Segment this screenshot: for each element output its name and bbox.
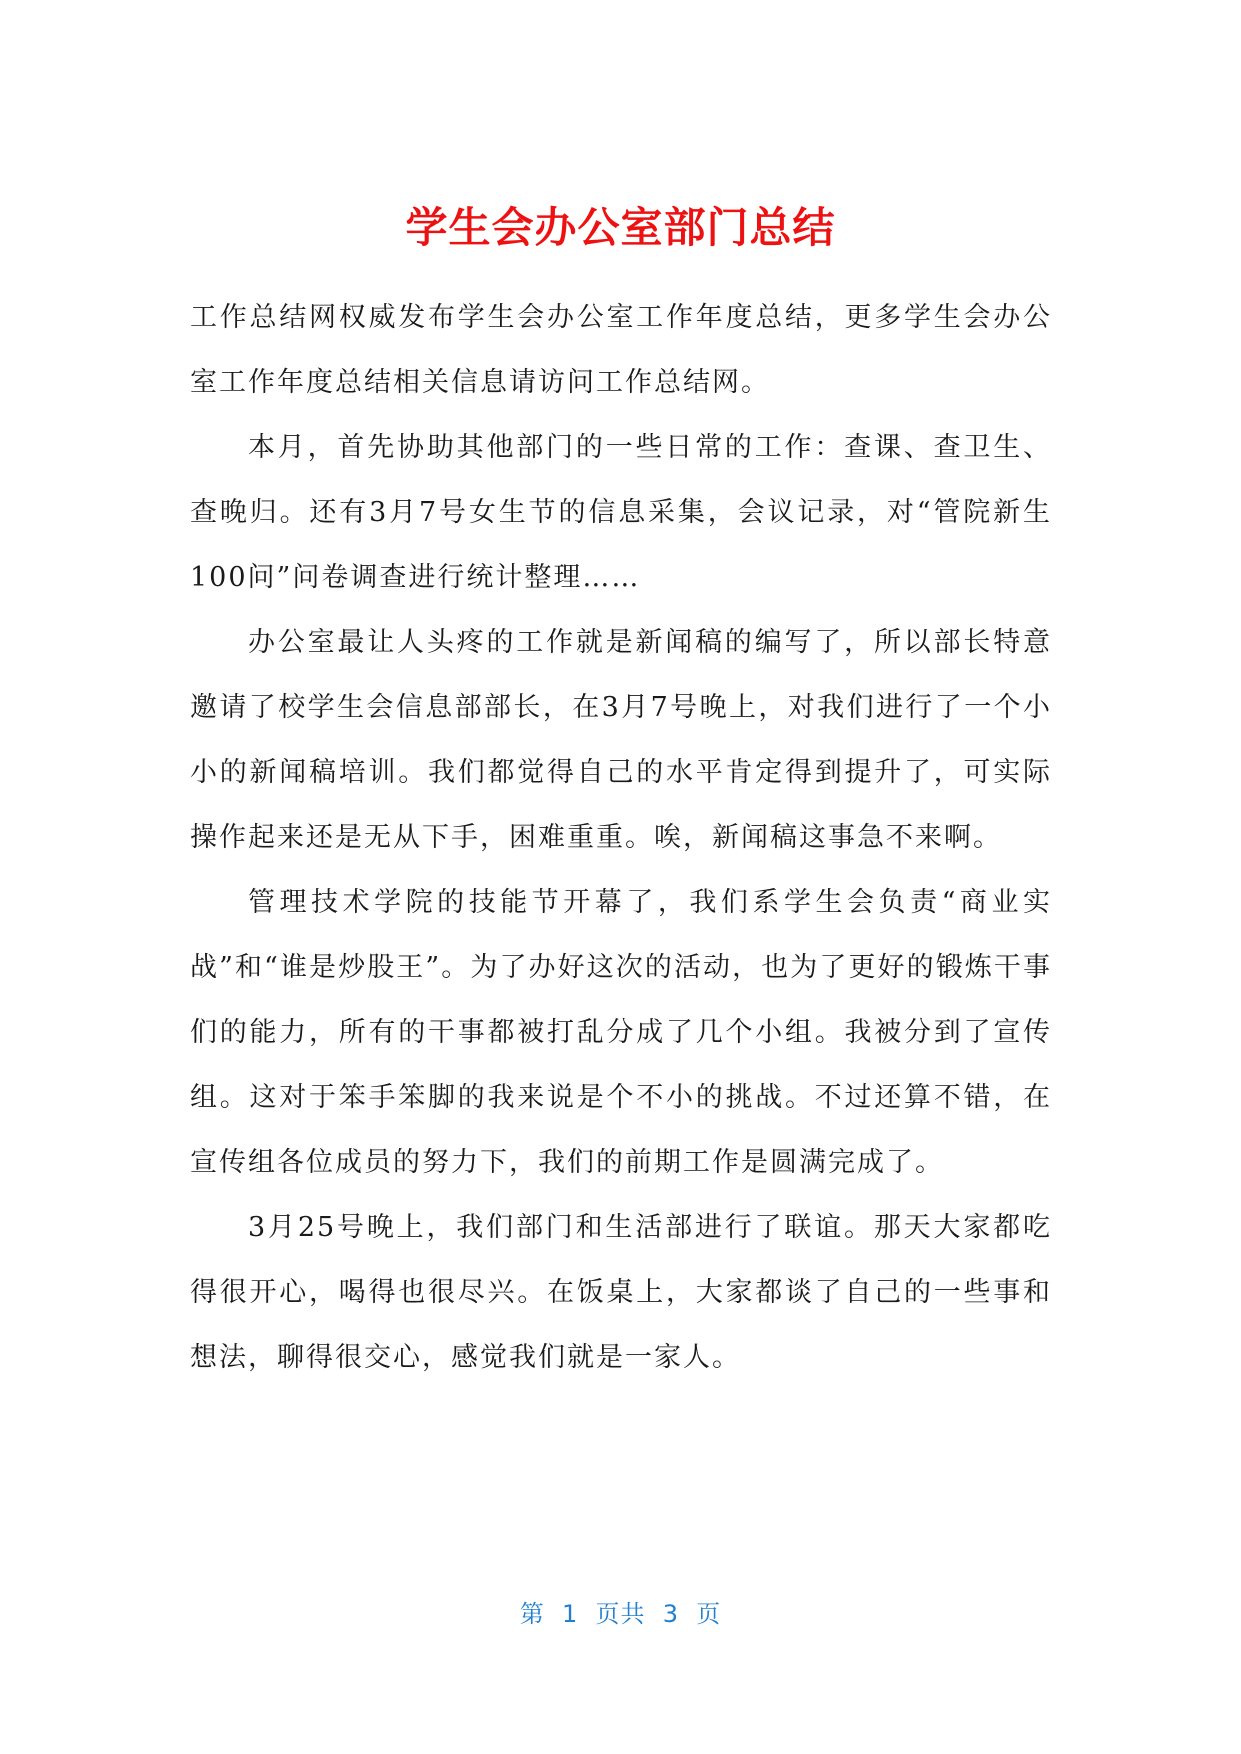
document-body: [190, 285, 1052, 1390]
paragraph-joint-party: 3月25号晚上，我们部门和生活部进行了联谊。那天大家都吃得很开心，喝得也很尽兴。在饭桌上，大家都谈了自己的一些事和想法，聊得很交心，感觉我们就是一家人。: [190, 1212, 1052, 1373]
document-title: 学生会办公室部门总结: [405, 203, 836, 252]
paragraph-skills-festival: 管理技术学院的技能节开幕了，我们系学生会负责“商业实战”和“谁是炒股王”。为了办好这次的活动，也为了更好的锻炼干事们的能力，所有的干事都被打乱分成了几个小组。我被分到了宣传组。这对于笨手笨脚的我来说是个不小的挑战。不过还算不错，在宣传组各位成员的努力下，我们的前期工作是圆满完成了。: [190, 887, 1052, 1178]
paragraph-intro: 工作总结网权威发布学生会办公室工作年度总结，更多学生会办公室工作年度总结相关信息请访问工作总结网。: [190, 302, 1052, 398]
page-number-footer: 第 1 页共 3 页: [519, 1600, 722, 1628]
paragraph-daily-work: 本月，首先协助其他部门的一些日常的工作：查课、查卫生、查晚归。还有3月7号女生节的信息采集，会议记录，对“管院新生100问”问卷调查进行统计整理……: [190, 432, 1052, 593]
paragraph-news-training: 办公室最让人头疼的工作就是新闻稿的编写了，所以部长特意邀请了校学生会信息部部长，在3月7号晚上，对我们进行了一个小小的新闻稿培训。我们都觉得自己的水平肯定得到提升了，可实际操作起来还是无从下手，困难重重。唉，新闻稿这事急不来啊。: [190, 627, 1052, 853]
